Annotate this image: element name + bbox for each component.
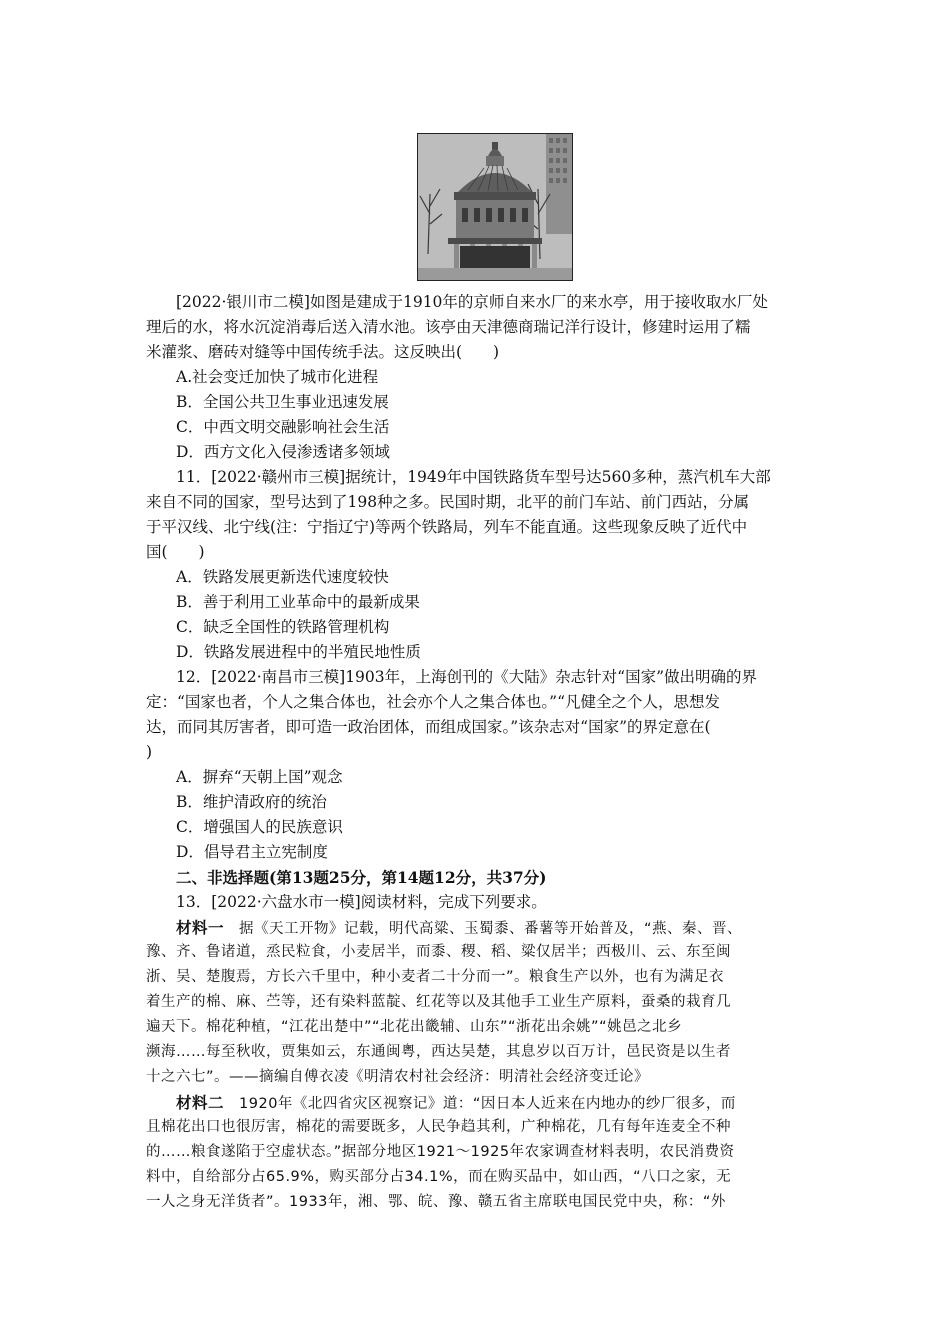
section-heading: 二、非选择题(第13题25分，第14题12分，共37分) (176, 868, 547, 887)
material1-line-1 (146, 915, 816, 940)
q10-line-3: 米灌浆、磨砖对缝等中国传统手法。这反映出( ) (146, 343, 500, 361)
q11-option-a[interactable]: A．铁路发展更新迭代速度较快 (176, 568, 389, 586)
q12-option-c[interactable]: C．增强国人的民族意识 (176, 818, 343, 836)
q12-option-d[interactable]: D．倡导君主立宪制度 (176, 843, 328, 861)
q12-option-a[interactable]: A．摒弃“天朝上国”观念 (176, 768, 343, 786)
q10-option-b[interactable]: B．全国公共卫生事业迅速发展 (176, 393, 389, 411)
material1-line-6: 濒海……每至秋收，贾集如云，东通闽粤，西达吴楚，其息岁以百万计，邑民资是以生者 (146, 1044, 731, 1060)
q11-line-2: 来自不同的国家，型号达到了198种之多。民国时期，北平的前门车站、前门西站，分属 (146, 493, 750, 511)
q10-line-2: 理后的水，将水沉淀消毒后送入清水池。该亭由天津德商瑞记洋行设计，修建时运用了糯 (146, 318, 751, 336)
material1-line-7: 十之六七”。——摘编自傅衣凌《明清农村社会经济：明清社会经济变迁论》 (146, 1069, 650, 1085)
q12-option-b[interactable]: B．维护清政府的统治 (176, 793, 327, 811)
question-text (146, 290, 816, 1215)
material2-line-1 (146, 1090, 816, 1115)
q12-line-1: 12．[2022·南昌市三模]1903年，上海创刊的《大陆》杂志针对“国家”做出明确的界 (176, 668, 757, 686)
q10-option-d[interactable]: D．西方文化入侵渗透诸多领域 (176, 443, 390, 461)
q11-line-3: 于平汉线、北宁线(注：宁指辽宁)等两个铁路局，列车不能直通。这些现象反映了近代中 (146, 518, 748, 536)
q11-option-d[interactable]: D．铁路发展进程中的半殖民地性质 (176, 643, 421, 661)
q10-option-c[interactable]: C．中西文明交融影响社会生活 (176, 418, 390, 436)
q12-line-3: 达，而同其厉害者，即可造一政治团体，而组成国家。”该杂志对“国家”的界定意在( (146, 718, 711, 736)
q11-option-b[interactable]: B．善于利用工业革命中的最新成果 (176, 593, 420, 611)
material1-line-5: 遍天下。棉花种植，“江花出楚中”“北花出畿辅、山东”“浙花出余姚”“姚邑之北乡 (146, 1019, 683, 1035)
q10-option-a[interactable]: A.社会变迁加快了城市化进程 (176, 368, 379, 386)
q10-line-1: [2022·银川市二模]如图是建成于1910年的京师自来水厂的来水亭，用于接收取水厂处 (176, 293, 768, 311)
q12-line-4: ) (146, 743, 153, 761)
q11-line-1: 11．[2022·赣州市三模]据统计，1949年中国铁路货车型号达560多种，蒸汽机车大部 (176, 468, 771, 486)
material1-label: 材料一 (176, 918, 225, 937)
material1-line-3: 浙、吴、楚腹焉，方长六千里中，种小麦者二十分而一”。粮食生产以外，也有为满足衣 (146, 969, 725, 985)
material2-label: 材料二 (176, 1093, 225, 1112)
material1-line-1-text: 据《天工开物》记载，明代高粱、玉蜀黍、番薯等开始普及，“燕、秦、晋、 (224, 921, 743, 937)
material2-line-1-text: 1920年《北四省灾区视察记》道：“因日本人近来在内地办的纱厂很多，而 (224, 1096, 736, 1112)
material1-line-4: 着生产的棉、麻、苎等，还有染料蓝靛、红花等以及其他手工业生产原料，蚕桑的栽育几 (146, 994, 731, 1010)
q12-line-2: 定：“国家也者，个人之集合体也，社会亦个人之集合体也。”“凡健全之个人，思想发 (146, 693, 721, 711)
material2-line-2: 且棉花出口也很厉害，棉花的需要既多，人民争趋其利，广种棉花，几有每年连麦全不种 (146, 1119, 731, 1135)
material2-line-3: 的……粮食遂陷于空虚状态。”据部分地区1921～1925年农家调查材料表明，农民消费资 (146, 1144, 735, 1160)
material1-line-2: 豫、齐、鲁诸道，烝民粒食，小麦居半，而黍、稷、稻、粱仅居半；西极川、云、东至闽 (146, 944, 731, 960)
q13-intro: 13．[2022·六盘水市一模]阅读材料，完成下列要求。 (176, 893, 547, 911)
material2-line-5: 一人之身无洋货者”。1933年，湘、鄂、皖、豫、赣五省主席联电国民党中央，称：“外 (146, 1194, 726, 1210)
waterworks-pavilion-photo (417, 133, 573, 281)
material2-line-4: 料中，自给部分占65.9%，购买部分占34.1%，而在购买品中，如山西，“八口之家，无 (146, 1169, 732, 1185)
q11-line-4: 国( ) (146, 543, 205, 561)
q11-option-c[interactable]: C．缺乏全国性的铁路管理机构 (176, 618, 390, 636)
